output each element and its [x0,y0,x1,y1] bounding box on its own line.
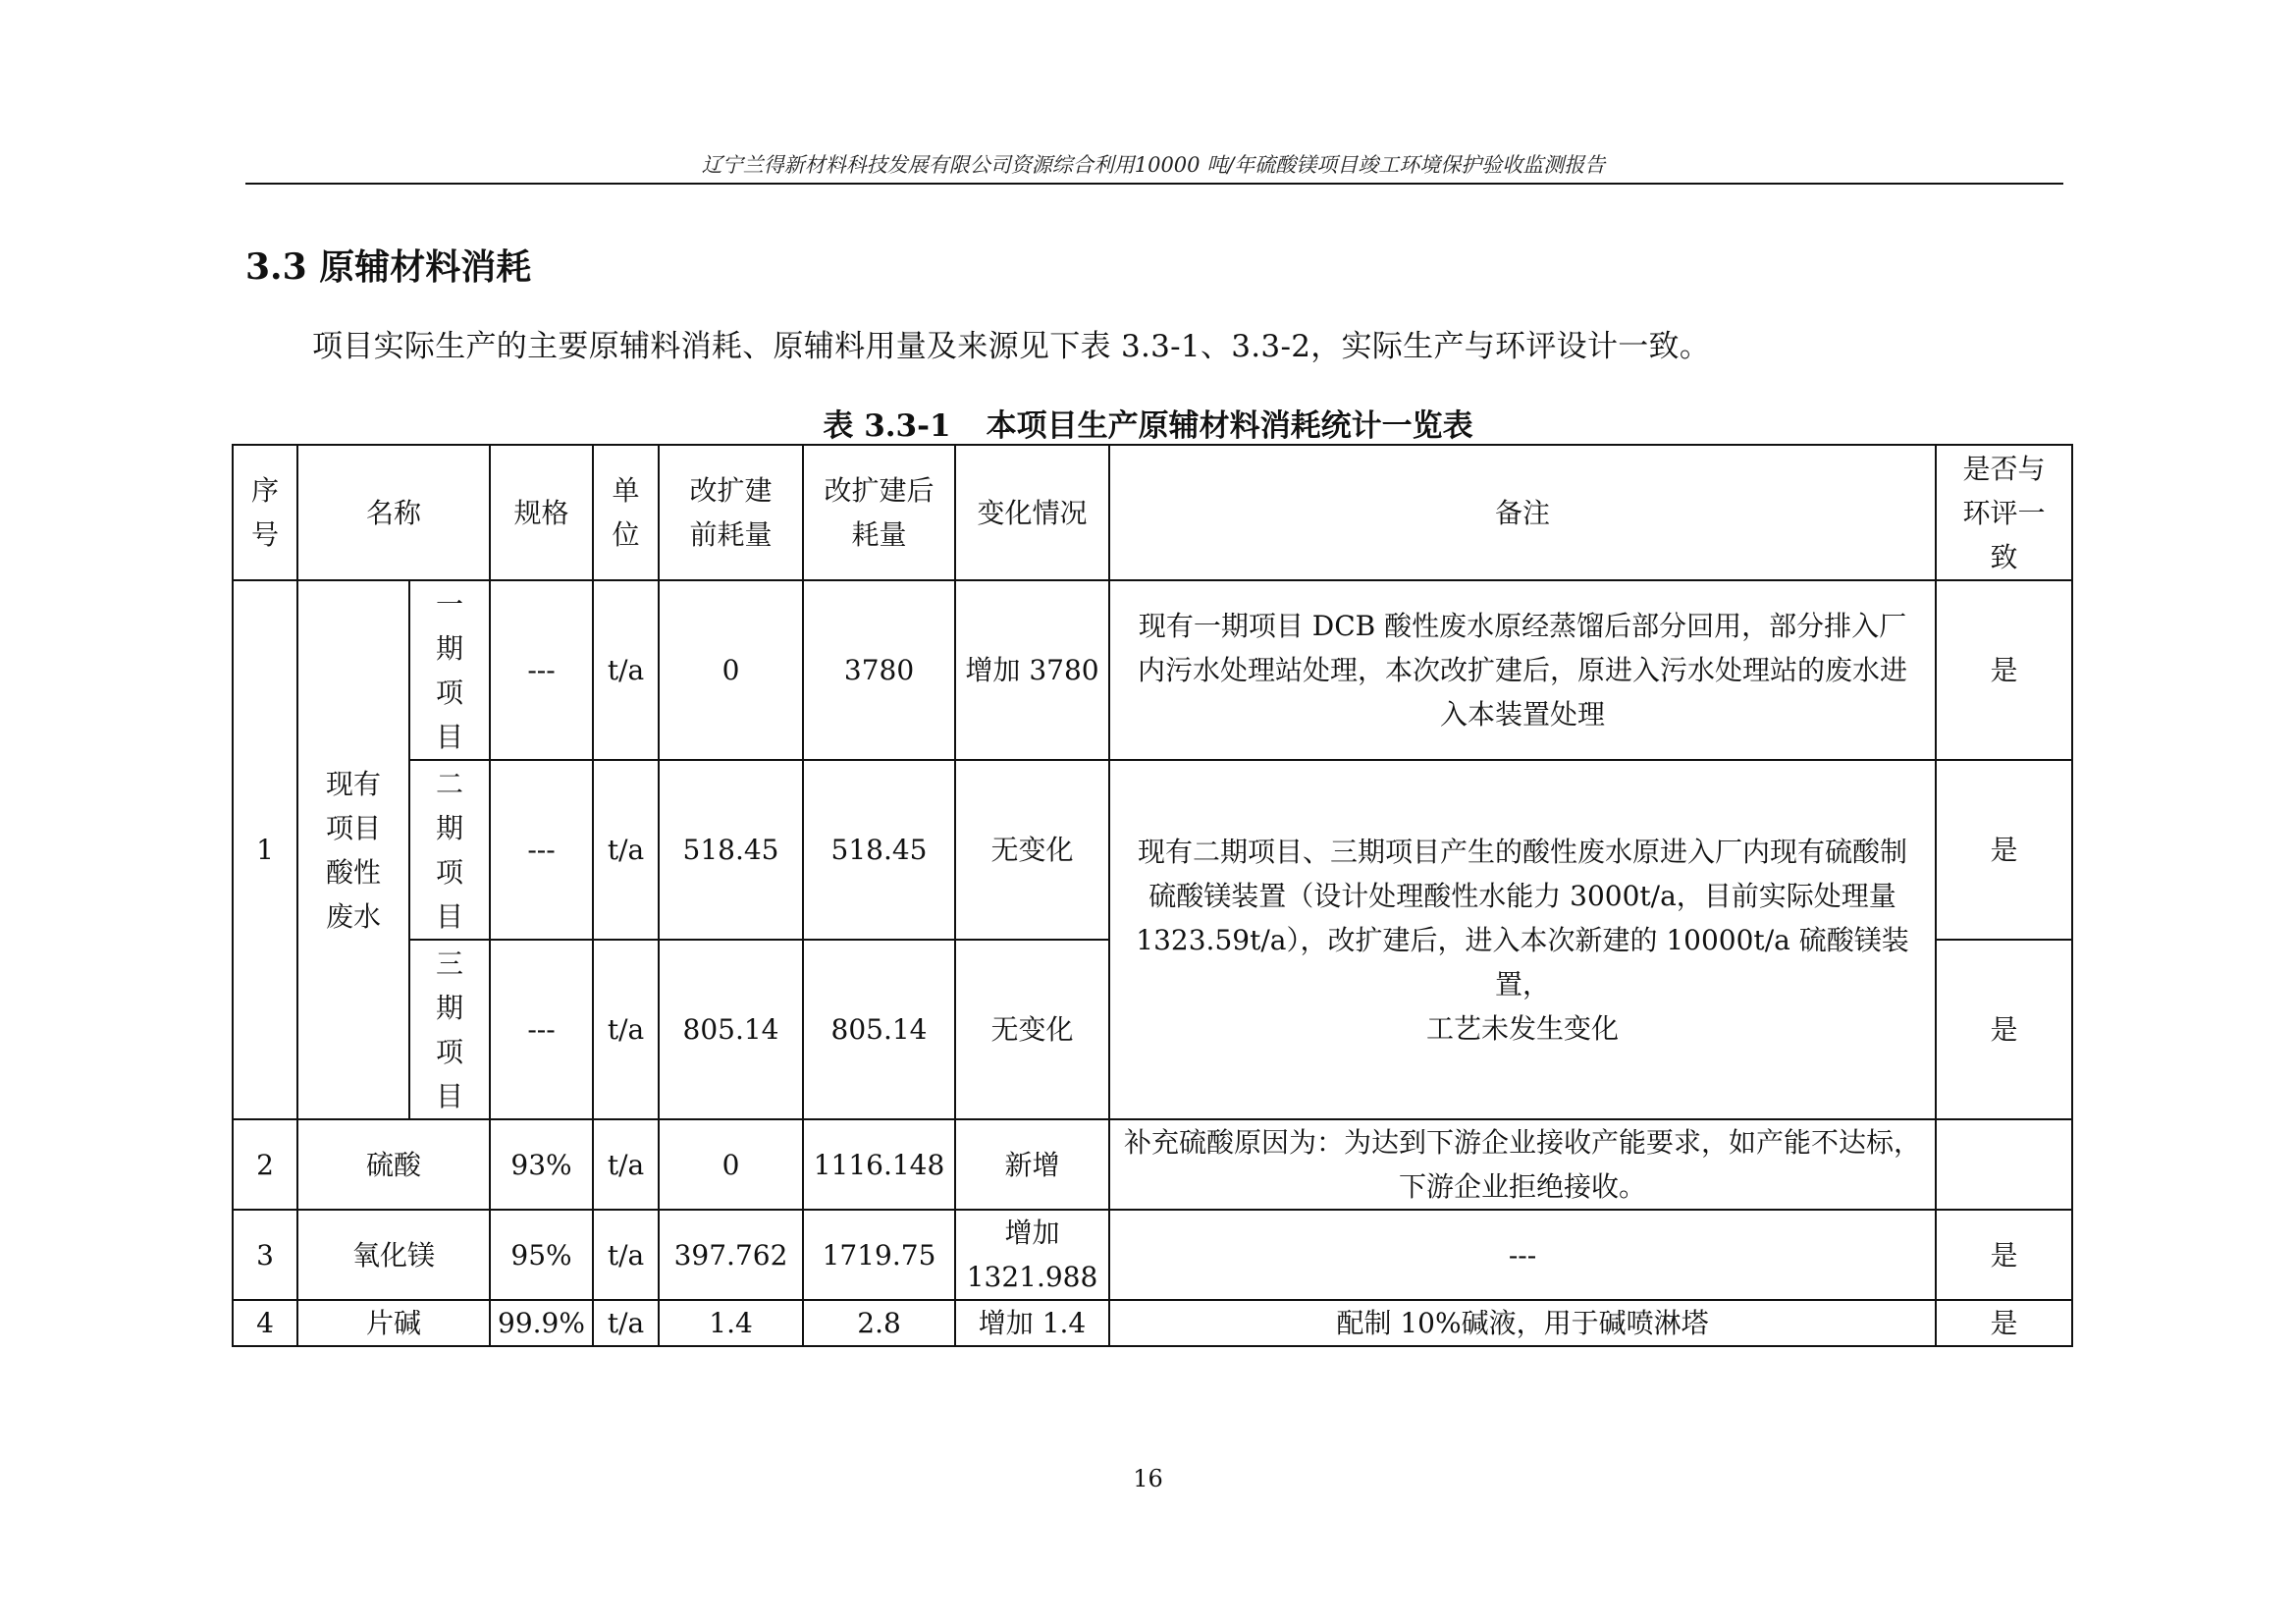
row1-sub1-after: 3780 [803,580,955,760]
header-seq: 序 号 [233,445,297,580]
header-spec: 规格 [490,445,593,580]
row2-before: 0 [659,1119,803,1210]
row3-seq: 3 [233,1210,297,1300]
intro-paragraph: 项目实际生产的主要原辅料消耗、原辅料用量及来源见下表 3.3-1、3.3-2，实际生产与环评设计一致。 [312,329,1711,364]
row2-spec: 93% [490,1119,593,1210]
header-remark: 备注 [1109,445,1936,580]
row1-sub3-consistent: 是 [1936,940,2072,1119]
row1-sub2-after: 518.45 [803,760,955,940]
row4-after: 2.8 [803,1300,955,1346]
header-unit: 单 位 [593,445,659,580]
page-number: 16 [1133,1465,1163,1492]
header-name: 名称 [297,445,490,580]
table-row [233,1119,2072,1210]
running-header: 辽宁兰得新材料科技发展有限公司资源综合利用10000 吨/年硫酸镁项目竣工环境保护验收监测报告 [701,153,1606,177]
row1-sub3-unit: t/a [593,940,659,1119]
header-after: 改扩建后 耗量 [803,445,955,580]
row2-seq: 2 [233,1119,297,1210]
row1-sub2-spec: --- [490,760,593,940]
row2-change: 新增 [955,1119,1109,1210]
row1-sub3-name: 三 期 项 目 [409,940,490,1119]
table-caption-title: 本项目生产原辅材料消耗统计一览表 [986,408,1473,444]
row2-consistent [1936,1119,2072,1210]
row3-name: 氧化镁 [297,1210,490,1300]
row1-sub2-name: 二 期 项 目 [409,760,490,940]
header-before: 改扩建 前耗量 [659,445,803,580]
row4-unit: t/a [593,1300,659,1346]
table-row [233,1300,2072,1346]
row2-after: 1116.148 [803,1119,955,1210]
row2-unit: t/a [593,1119,659,1210]
table-row [233,1210,2072,1300]
row1-sub2-before: 518.45 [659,760,803,940]
row1-shared-remark: 现有二期项目、三期项目产生的酸性废水原进入厂内现有硫酸制 硫酸镁装置（设计处理酸性水能力 3000t/a，目前实际处理量 1323.59t/a），改扩建后，进入本次新建的 10000t/a 硫酸镁装置， 工艺未发生变化 [1109,760,1936,1119]
row1-sub1-remark: 现有一期项目 DCB 酸性废水原经蒸馏后部分回用，部分排入厂 内污水处理站处理，本次改扩建后，原进入污水处理站的废水进 入本装置处理 [1109,580,1936,760]
section-heading [245,240,531,290]
row1-sub1-change: 增加 3780 [955,580,1109,760]
row3-unit: t/a [593,1210,659,1300]
row4-seq: 4 [233,1300,297,1346]
header-change: 变化情况 [955,445,1109,580]
row1-sub1-unit: t/a [593,580,659,760]
row1-sub2-consistent: 是 [1936,760,2072,940]
row3-consistent: 是 [1936,1210,2072,1300]
row1-sub3-before: 805.14 [659,940,803,1119]
row3-remark: --- [1109,1210,1936,1300]
row4-remark: 配制 10%碱液，用于碱喷淋塔 [1109,1300,1936,1346]
row1-group-name: 现有 项目 酸性 废水 [297,580,409,1119]
row4-consistent: 是 [1936,1300,2072,1346]
row1-sub1-spec: --- [490,580,593,760]
row4-spec: 99.9% [490,1300,593,1346]
section-title: 原辅材料消耗 [319,247,532,288]
row2-name: 硫酸 [297,1119,490,1210]
header-rule [245,183,2063,185]
row1-sub3-spec: --- [490,940,593,1119]
header-row [233,445,2072,580]
table-caption-number: 表 3.3-1 [823,408,951,444]
table-row [233,580,2072,760]
row1-sub3-after: 805.14 [803,940,955,1119]
row1-sub1-name: 一 期 项 目 [409,580,490,760]
row1-sub2-unit: t/a [593,760,659,940]
header-consistent: 是否与 环评一 致 [1936,445,2072,580]
row3-spec: 95% [490,1210,593,1300]
row1-seq: 1 [233,580,297,1119]
row2-remark: 补充硫酸原因为：为达到下游企业接收产能要求，如产能不达标， 下游企业拒绝接收。 [1109,1119,1936,1210]
row4-name: 片碱 [297,1300,490,1346]
row4-change: 增加 1.4 [955,1300,1109,1346]
row1-sub1-consistent: 是 [1936,580,2072,760]
section-number: 3.3 [245,246,307,288]
row3-after: 1719.75 [803,1210,955,1300]
table-row [233,760,2072,940]
row1-sub2-change: 无变化 [955,760,1109,940]
row4-before: 1.4 [659,1300,803,1346]
row3-before: 397.762 [659,1210,803,1300]
table-caption [0,401,2296,445]
row1-sub1-before: 0 [659,580,803,760]
row1-sub3-change: 无变化 [955,940,1109,1119]
materials-table [232,444,2073,1347]
row3-change: 增加 1321.988 [955,1210,1109,1300]
